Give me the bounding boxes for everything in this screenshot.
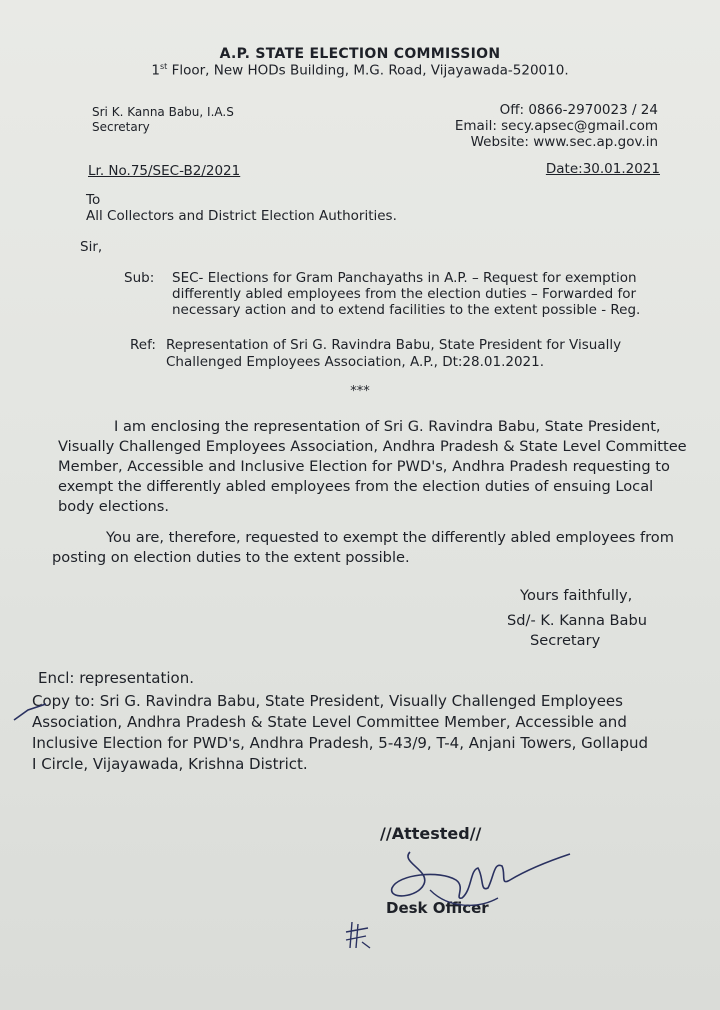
paragraph-line: exempt the differently abled employees from the election duties of ensuing Local (58, 478, 654, 495)
organization-title: A.P. STATE ELECTION COMMISSION (219, 46, 501, 62)
letter-date: Date:30.01.2021 (545, 161, 660, 177)
initials-mark (344, 918, 374, 952)
signatory-title: Secretary (530, 632, 601, 649)
reference-line: Challenged Employees Association, A.P., Dt:28.01.2021. (166, 354, 545, 370)
signature-scribble (370, 840, 580, 920)
attested-stamp: //Attested// (380, 824, 482, 843)
addressee-block (86, 192, 397, 224)
enclosure-note: Encl: representation. (38, 669, 194, 687)
sender-block (92, 105, 234, 135)
copy-to-block (32, 691, 720, 775)
signatory-name: Sd/- K. Kanna Babu (507, 612, 648, 629)
subject-line: SEC- Elections for Gram Panchayaths in A.P. – Request for exemption (172, 270, 637, 286)
email-address: Email: secy.apsec@gmail.com (454, 118, 658, 134)
pen-tick-mark (10, 700, 50, 724)
section-separator: *** (350, 384, 370, 399)
subject-label: Sub: (124, 270, 155, 286)
address-text: Floor, New HODs Building, M.G. Road, Vijayawada-520010. (167, 62, 569, 79)
subject-line: differently abled employees from the election duties – Forwarded for (172, 286, 637, 302)
copy-line: Inclusive Election for PWD's, Andhra Pradesh, 5-43/9, T-4, Anjani Towers, Gollapud (32, 734, 649, 752)
recipient: All Collectors and District Election Authorities. (86, 208, 397, 224)
paragraph-line: body elections. (58, 498, 169, 515)
paragraph-line: Visually Challenged Employees Association, Andhra Pradesh & State Level Committee (58, 438, 687, 455)
contact-block (455, 102, 658, 150)
address-floor-suffix: st (159, 62, 168, 71)
organization-address (0, 62, 720, 79)
website: Website: www.sec.ap.gov.in (470, 134, 658, 150)
sender-title: Secretary (92, 120, 150, 134)
address-floor-number: 1 (151, 62, 160, 79)
desk-officer-label: Desk Officer (386, 899, 489, 917)
paragraph-line: Member, Accessible and Inclusive Election for PWD's, Andhra Pradesh requesting to (58, 458, 670, 475)
letter-reference-number: Lr. No.75/SEC-B2/2021 (88, 163, 241, 179)
reference-label: Ref: (130, 337, 156, 353)
body-paragraph-1 (58, 417, 694, 517)
paragraph-line: You are, therefore, requested to exempt the differently abled employees from (106, 529, 674, 546)
copy-line: Association, Andhra Pradesh & State Level Committee Member, Accessible and (32, 713, 627, 731)
paragraph-line: posting on election duties to the extent possible. (52, 549, 410, 566)
closing: Yours faithfully, (520, 587, 633, 604)
salutation: Sir, (80, 239, 103, 255)
reference-text (166, 337, 686, 371)
subject-line: necessary action and to extend facilities to the extent possible - Reg. (172, 302, 641, 318)
subject-text (172, 270, 682, 318)
copy-line: I Circle, Vijayawada, Krishna District. (32, 755, 308, 773)
sender-name: Sri K. Kanna Babu, I.A.S (92, 105, 234, 119)
body-paragraph-2 (52, 528, 702, 568)
copy-line: Copy to: Sri G. Ravindra Babu, State President, Visually Challenged Employees (32, 692, 623, 710)
paragraph-line: I am enclosing the representation of Sri G. Ravindra Babu, State President, (114, 418, 661, 435)
reference-line: Representation of Sri G. Ravindra Babu, State President for Visually (166, 337, 622, 353)
office-phone: Off: 0866-2970023 / 24 (499, 102, 658, 118)
to-label: To (86, 192, 101, 208)
